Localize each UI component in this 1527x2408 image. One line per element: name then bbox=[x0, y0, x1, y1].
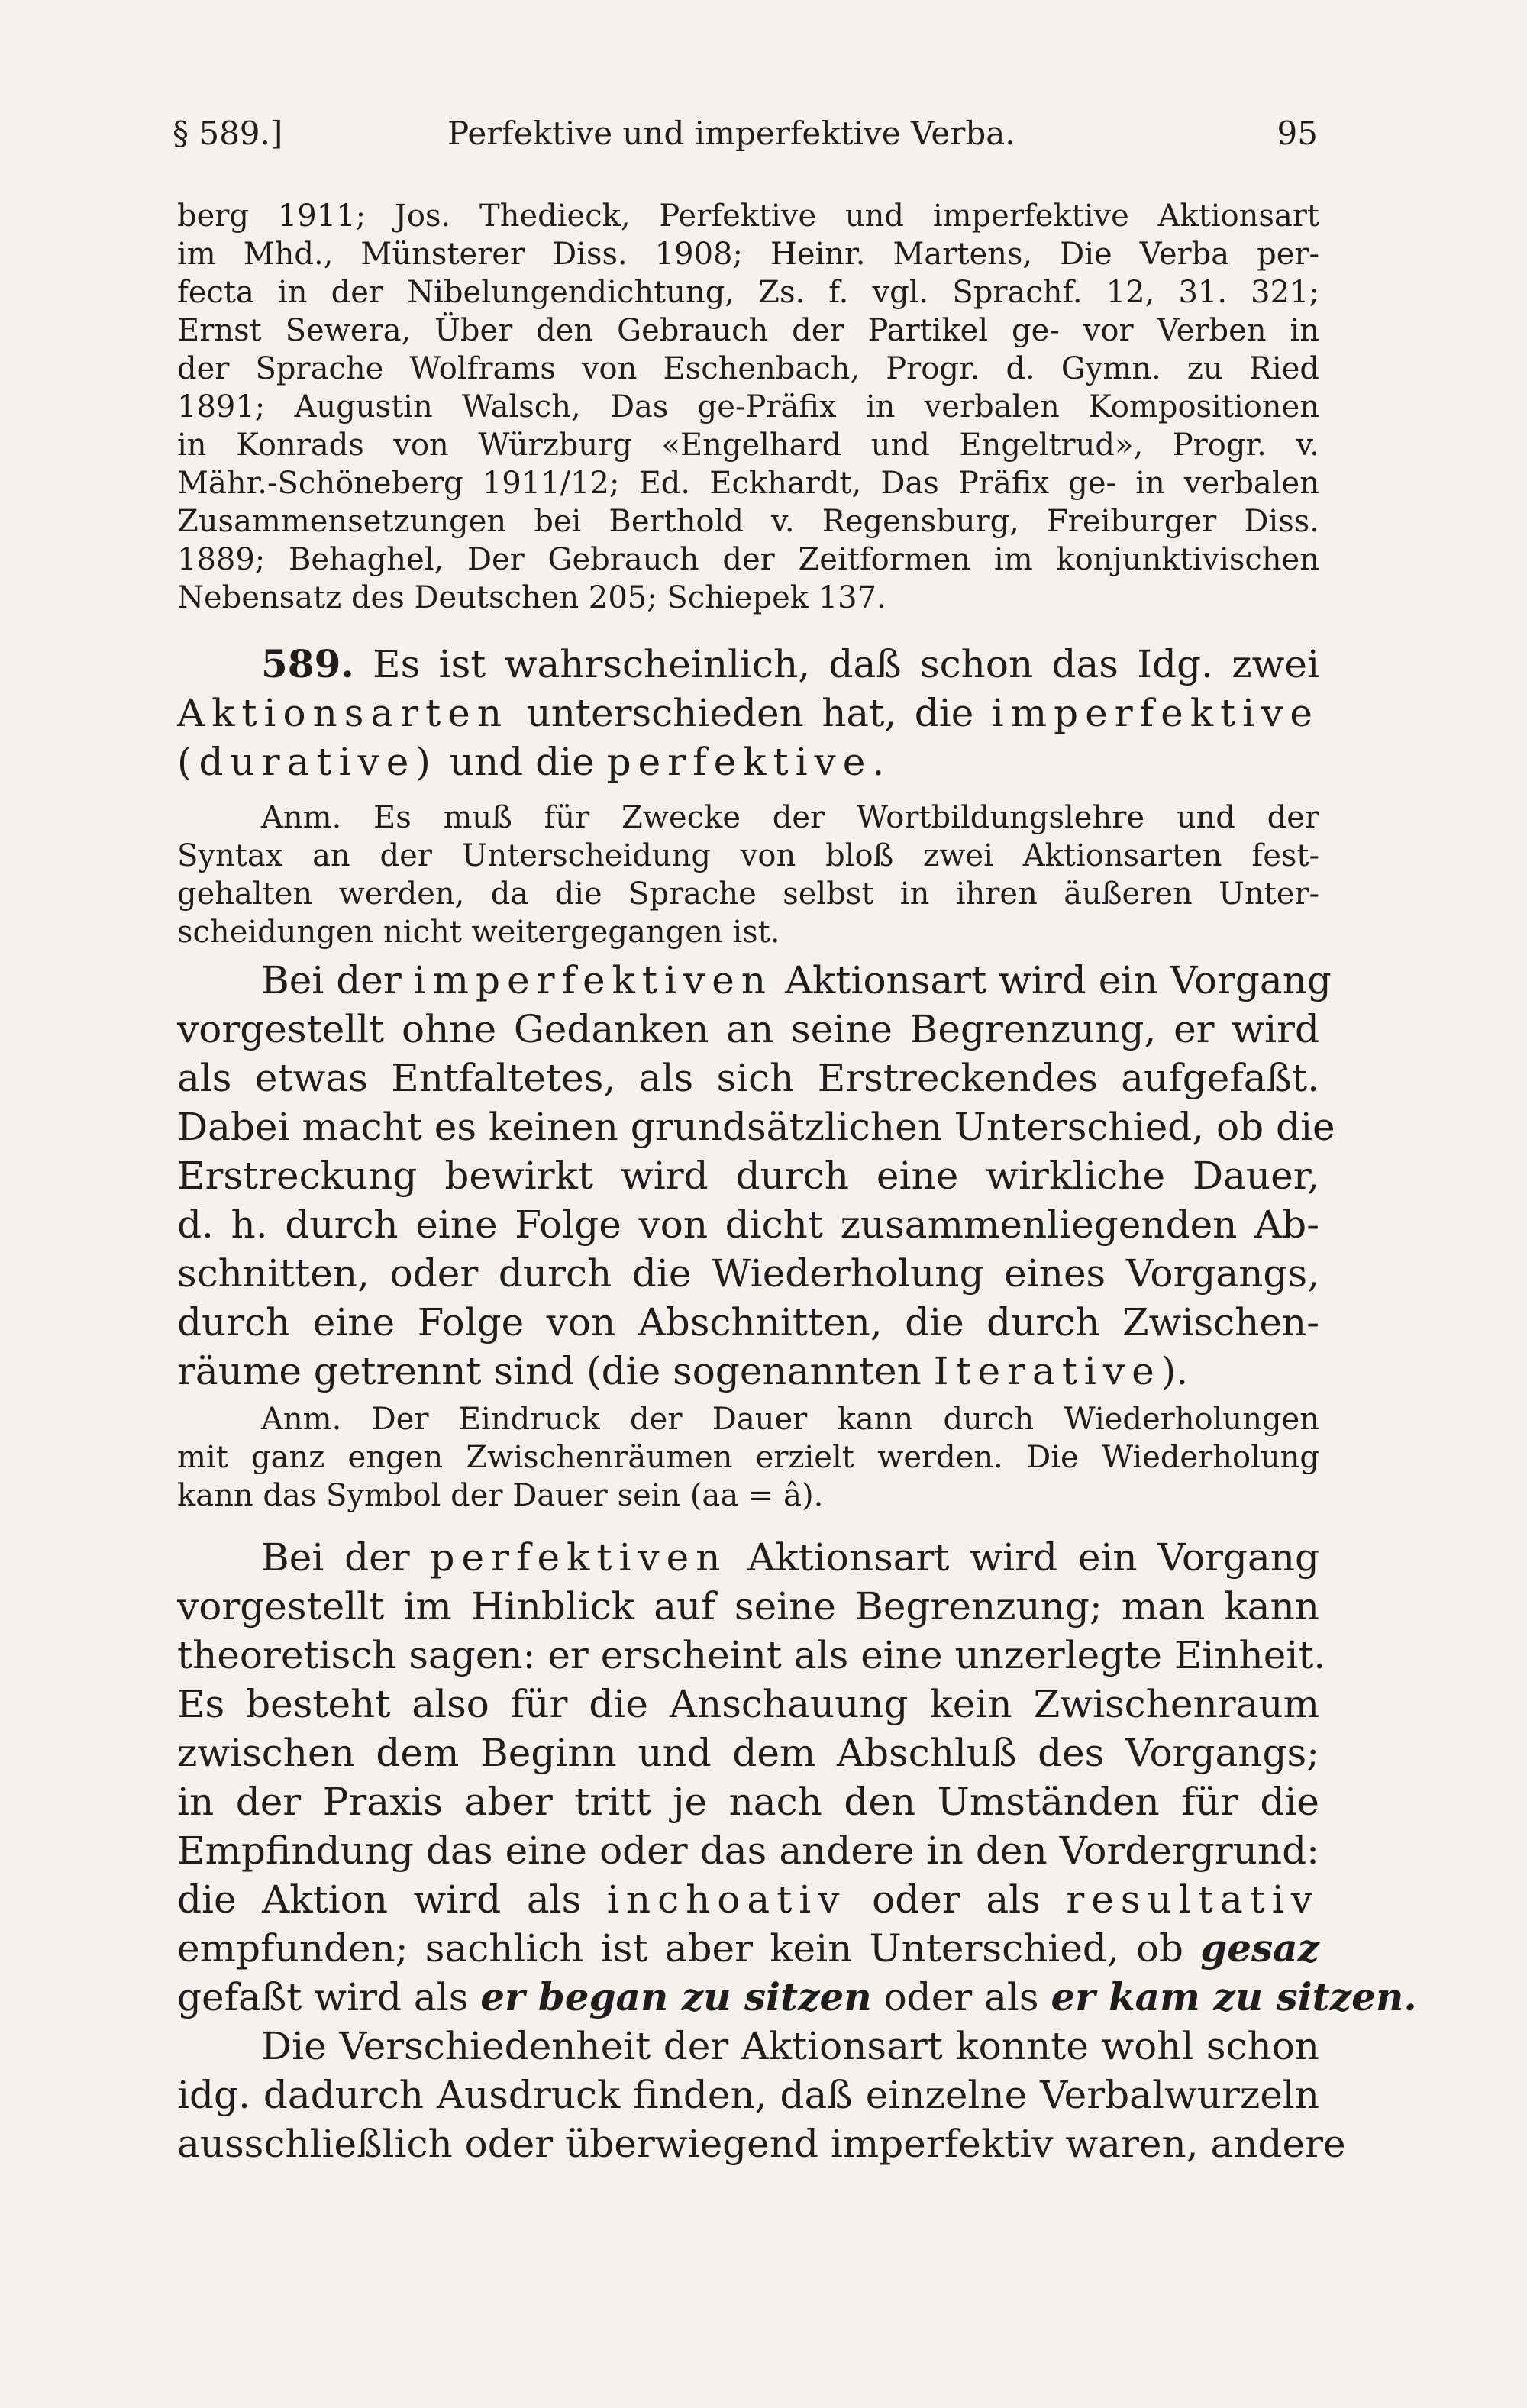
paragraph-line: Bei der imperfektiven Aktionsart wird ein Vorgang bbox=[261, 958, 1332, 1002]
note-line: Anm. Der Eindruck der Dauer kann durch Wiederholungen bbox=[261, 1402, 1319, 1437]
page-number: 95 bbox=[1277, 115, 1318, 152]
example-began: er began zu sitzen bbox=[480, 1974, 872, 2019]
bibliography-line: 1889; Behaghel, Der Gebrauch der Zeitformen im konjunktivischen bbox=[177, 542, 1319, 577]
note-line: scheidungen nicht weitergegangen ist. bbox=[177, 915, 780, 950]
section-number: 589. bbox=[261, 641, 354, 686]
paragraph-imperfective bbox=[177, 956, 1335, 1396]
paragraph-line: ausschließlich oder überwiegend imperfektiv waren, andere bbox=[177, 2122, 1346, 2166]
note-line: gehalten werden, da die Sprache selbst in ihren äußeren Unter- bbox=[177, 876, 1319, 912]
section-589-line: Aktionsarten unterschieden hat, die imperfektive bbox=[177, 691, 1319, 735]
example-gesaz: gesaz bbox=[1200, 1925, 1319, 1971]
section-589-line: 589. Es ist wahrscheinlich, daß schon das Idg. zwei bbox=[261, 641, 1319, 686]
paragraph-line: Die Verschiedenheit der Aktionsart konnte wohl schon bbox=[261, 2024, 1319, 2068]
paragraph-line: räume getrennt sind (die sogenannten Iterative). bbox=[177, 1349, 1189, 1393]
paragraph-line: d. h. durch eine Folge von dicht zusammenliegenden Ab- bbox=[177, 1202, 1319, 1247]
bibliography-line: im Mhd., Münsterer Diss. 1908; Heinr. Martens, Die Verba per- bbox=[177, 237, 1319, 272]
emphasis-perfektive: perfektive. bbox=[606, 740, 892, 784]
paragraph-line: Empfindung das eine oder das andere in den Vordergrund: bbox=[177, 1829, 1319, 1873]
bibliography-line: 1891; Augustin Walsch, Das ge-Präfix in verbalen Kompositionen bbox=[177, 389, 1319, 424]
emphasis-perfektiven: perfektiven bbox=[430, 1535, 728, 1580]
bibliography-line: berg 1911; Jos. Thedieck, Perfektive und imperfektive Aktionsart bbox=[177, 199, 1319, 234]
paragraph-line: durch eine Folge von Abschnitten, die durch Zwischen- bbox=[177, 1300, 1319, 1344]
note-line: kann das Symbol der Dauer sein (aa = â). bbox=[177, 1478, 824, 1513]
note-1 bbox=[177, 799, 1319, 951]
paragraph-line: empfunden; sachlich ist aber kein Unterschied, ob gesaz bbox=[177, 1925, 1319, 1971]
bibliography-line: Nebensatz des Deutschen 205; Schiepek 137. bbox=[177, 580, 886, 615]
paragraph-line: Dabei macht es keinen grundsätzlichen Unterschied, ob die bbox=[177, 1105, 1335, 1149]
bibliography-block bbox=[177, 197, 1319, 617]
paragraph-line: theoretisch sagen: er erscheint als eine unzerlegte Einheit. bbox=[177, 1633, 1326, 1677]
paragraph-perfective bbox=[177, 1533, 1417, 2022]
paragraph-last bbox=[177, 2022, 1346, 2168]
note-2 bbox=[177, 1400, 1319, 1515]
note-line: mit ganz engen Zwischenräumen erzielt werden. Die Wiederholung bbox=[177, 1440, 1319, 1475]
paragraph-line: als etwas Entfaltetes, als sich Erstreckendes aufgefaßt. bbox=[177, 1056, 1319, 1100]
emphasis-inchoativ: inchoativ bbox=[606, 1877, 847, 1922]
running-title: Perfektive und imperfektive Verba. bbox=[447, 115, 1015, 152]
note-line: Syntax an der Unterscheidung von bloß zwei Aktionsarten fest- bbox=[177, 838, 1319, 873]
paragraph-line: idg. dadurch Ausdruck finden, daß einzelne Verbalwurzeln bbox=[177, 2073, 1319, 2117]
paragraph-line: Es besteht also für die Anschauung kein Zwischenraum bbox=[177, 1682, 1319, 1726]
bibliography-line: Mähr.-Schöneberg 1911/12; Ed. Eckhardt, Das Präfix ge- in verbalen bbox=[177, 466, 1319, 501]
paragraph-line: vorgestellt im Hinblick auf seine Begrenzung; man kann bbox=[177, 1584, 1319, 1628]
bibliography-line: fecta in der Nibelungendichtung, Zs. f. vgl. Sprachf. 12, 31. 321; bbox=[177, 275, 1319, 310]
paragraph-line: vorgestellt ohne Gedanken an seine Begrenzung, er wird bbox=[177, 1007, 1319, 1051]
bibliography-line: in Konrads von Würzburg «Engelhard und Engeltrud», Progr. v. bbox=[177, 428, 1319, 463]
example-kam: er kam zu sitzen. bbox=[1051, 1974, 1417, 2019]
bibliography-line: der Sprache Wolframs von Eschenbach, Progr. d. Gymn. zu Ried bbox=[177, 351, 1319, 386]
note-line: Anm. Es muß für Zwecke der Wortbildungslehre und der bbox=[261, 800, 1319, 835]
bibliography-line: Ernst Sewera, Über den Gebrauch der Partikel ge- vor Verben in bbox=[177, 313, 1319, 348]
emphasis-aktionsarten: Aktionsarten bbox=[177, 691, 509, 735]
paragraph-line: Erstreckung bewirkt wird durch eine wirkliche Dauer, bbox=[177, 1154, 1319, 1198]
section-589-line: (durative) und die perfektive. bbox=[177, 740, 892, 784]
emphasis-imperfektiven: imperfektiven bbox=[413, 958, 773, 1002]
paragraph-line: schnitten, oder durch die Wiederholung eines Vorgangs, bbox=[177, 1251, 1319, 1296]
emphasis-iterative: Iterative bbox=[933, 1349, 1161, 1393]
paragraph-line: gefaßt wird als er began zu sitzen oder als er kam zu sitzen. bbox=[177, 1974, 1417, 2019]
running-header bbox=[173, 115, 1318, 168]
emphasis-imperfektive: imperfektive bbox=[991, 691, 1319, 735]
section-589 bbox=[177, 640, 1319, 786]
paragraph-line: in der Praxis aber tritt je nach den Umständen für die bbox=[177, 1780, 1319, 1824]
paragraph-line: die Aktion wird als inchoativ oder als resultativ bbox=[177, 1877, 1319, 1922]
emphasis-resultativ: resultativ bbox=[1066, 1877, 1319, 1922]
bibliography-line: Zusammensetzungen bei Berthold v. Regensburg, Freiburger Diss. bbox=[177, 504, 1319, 539]
paragraph-line: zwischen dem Beginn und dem Abschluß des Vorgangs; bbox=[177, 1731, 1319, 1775]
paragraph-line: Bei der perfektiven Aktionsart wird ein Vorgang bbox=[261, 1535, 1319, 1580]
section-reference: § 589.] bbox=[173, 115, 283, 152]
emphasis-durative: (durative) bbox=[177, 740, 437, 784]
